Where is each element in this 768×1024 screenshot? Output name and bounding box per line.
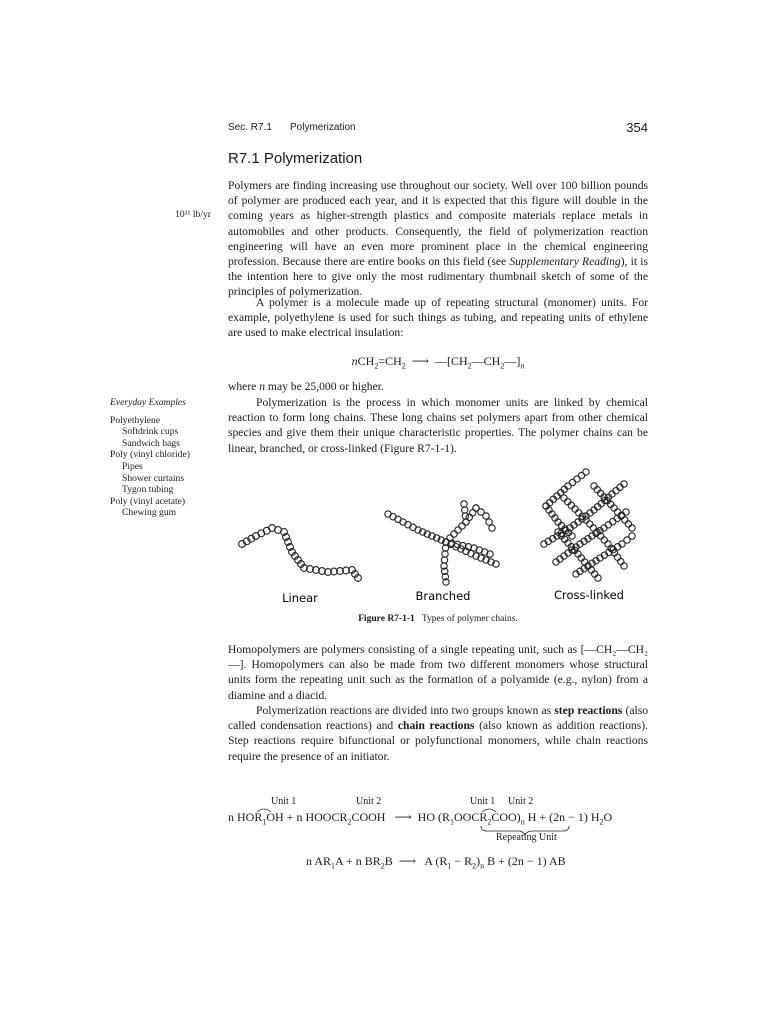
monomer-bead: [569, 479, 575, 485]
monomer-bead: [574, 476, 580, 482]
example-item: Shower curtains: [122, 472, 185, 484]
example-item: Tygon tubing: [122, 484, 174, 496]
paragraph-polymerization: Polymerization is the process in which monomer units are linked by chemical reaction to form long chains. These long chains set polymers apart from other chemical species and give them their unique characteristic properties. The polymer chains can be linear, branched, or cross-linked (Figure R7-1-1).: [228, 396, 648, 455]
figure-caption: [228, 614, 648, 624]
monomer-bead: [572, 506, 578, 512]
intro-text-b: ), it is the intention here to give only the most rudimentary thumbnail sketch of some of the principles of polymerization.: [228, 255, 649, 299]
paragraph-intro: [228, 178, 648, 300]
monomer-bead: [629, 525, 635, 531]
monomer-bead: [629, 533, 635, 539]
figure-label-linear: Linear: [282, 591, 318, 605]
header-title: Polymerization: [290, 122, 356, 133]
monomer-bead: [625, 521, 631, 527]
monomer-bead: [461, 501, 467, 507]
supplementary-reading-ref: Supplementary Reading: [509, 255, 621, 269]
figure-label-cross-linked: Cross-linked: [554, 588, 624, 602]
caption-text: Types of polymer chains.: [421, 614, 518, 624]
example-item: Poly (vinyl chloride): [110, 449, 190, 461]
eq-unit1-left: Unit 1: [271, 796, 297, 807]
monomer-bead: [462, 513, 468, 519]
monomer-bead: [565, 499, 571, 505]
paragraph-homopolymers: Homopolymers are polymers consisting of a single repeating unit, such as [—CH₂—CH₂—]. Homopolymers can also be made from two different monomers whose structural units form the repeating unit such as the formation of a polyamide (e.g., nylon) from a diamine and a diacid.: [228, 643, 648, 702]
paragraph-where-n: [228, 379, 648, 394]
paragraph-reaction-types: [228, 703, 648, 764]
examples-list: [110, 415, 222, 519]
equation-polyethylene: $nCH_2=CH_2$ ⟶ $—[CH_2—CH_2—]_n$: [351, 354, 525, 371]
monomer-bead: [605, 522, 611, 528]
monomer-bead: [614, 554, 620, 560]
page-number: 354: [626, 120, 648, 135]
monomer-bead: [583, 469, 589, 475]
intro-text-a: Polymers are finding increasing use throughout our society. Well over 100 billion pounds of polymer are produced each year, and it is expected that this figure will double in the coming years as higher-strength plastics and composite materials replace metals in automobiles and other products. Consequently, the field of polymerization reaction engineering will have an even more prominent place in the chemical engineering profession. Because there are entire books on this field (see: [228, 179, 648, 269]
example-item: Pipes: [122, 460, 143, 472]
eq-unit2-left: Unit 2: [356, 796, 382, 807]
monomer-bead: [568, 502, 574, 508]
monomer-bead: [576, 510, 582, 516]
where-text: where: [228, 380, 260, 393]
n-symbol: n: [259, 380, 266, 393]
reaction-text-b: (also called condensation reactions) and: [228, 704, 648, 733]
monomer-bead: [442, 551, 448, 557]
figure-label-branched: Branched: [415, 589, 471, 603]
monomer-bead: [601, 537, 607, 543]
monomer-bead: [462, 507, 468, 513]
monomer-bead: [451, 531, 457, 537]
header-section: Sec. R7.1: [228, 122, 272, 133]
monomer-bead: [561, 495, 567, 501]
where-text-b: may be 25,000 or higher.: [265, 380, 384, 393]
examples-title: Everyday Examples: [110, 397, 186, 408]
example-item: Polyethylene: [110, 414, 161, 426]
margin-examples: [110, 397, 222, 519]
paragraph-polymer-def: A polymer is a molecule made up of repeating structural (monomer) units. For example, polyethylene is used for such things as tubing, and repeating units of ethylene are used to make electrical insulation:: [228, 296, 648, 340]
section-heading: R7.1 Polymerization: [228, 150, 363, 167]
example-item: Softdrink cups: [122, 426, 179, 438]
equation-step-reaction: n $HOR_1OH + n$ $HOOCR_2COOH$ ⟶ HO $(R_1OOCR_2COO)_n$ H + (2n − 1) $H_2O$: [228, 810, 613, 827]
monomer-bead: [621, 563, 627, 569]
monomer-bead: [489, 525, 495, 531]
example-item: Poly (vinyl acetate): [110, 495, 186, 507]
monomer-bead: [583, 517, 589, 523]
reaction-text-c: (also known as addition reactions). Step reactions require bifunctional or polyfunctional monomers, while chain reactions require the presence of an initiator.: [228, 719, 648, 763]
repeating-unit-label: Repeating Unit: [496, 832, 557, 843]
example-item: Chewing gum: [122, 507, 177, 519]
monomer-bead: [578, 472, 584, 478]
margin-note-rate: 10¹¹ lb/yr: [175, 209, 211, 220]
monomer-bead: [622, 517, 628, 523]
step-reactions-term: step reactions: [554, 704, 623, 717]
monomer-bead: [605, 541, 611, 547]
monomer-bead: [463, 519, 469, 525]
figure-polymer-chains: [228, 466, 648, 611]
monomer-bead: [618, 558, 624, 564]
monomer-bead: [441, 557, 447, 563]
chain-reactions-term: chain reactions: [397, 719, 475, 733]
equation-chain-reaction: n $AR_1A + n$ $BR_2B$ ⟶ A $(R_1 - R_2)_n$ B + (2n − 1) AB: [306, 854, 566, 871]
reaction-text-a: Polymerization reactions are divided into two groups known as: [256, 704, 555, 717]
eq-unit2-right: Unit 2: [508, 796, 534, 807]
monomer-bead: [455, 527, 461, 533]
caption-id: Figure R7-1-1: [358, 614, 415, 624]
example-item: Sandwich bags: [122, 437, 180, 449]
monomer-bead: [459, 523, 465, 529]
monomer-bead: [610, 518, 616, 524]
monomer-bead: [587, 521, 593, 527]
monomer-bead: [486, 519, 492, 525]
eq-unit1-right: Unit 1: [470, 796, 496, 807]
monomer-bead: [483, 513, 489, 519]
monomer-bead: [590, 525, 596, 531]
